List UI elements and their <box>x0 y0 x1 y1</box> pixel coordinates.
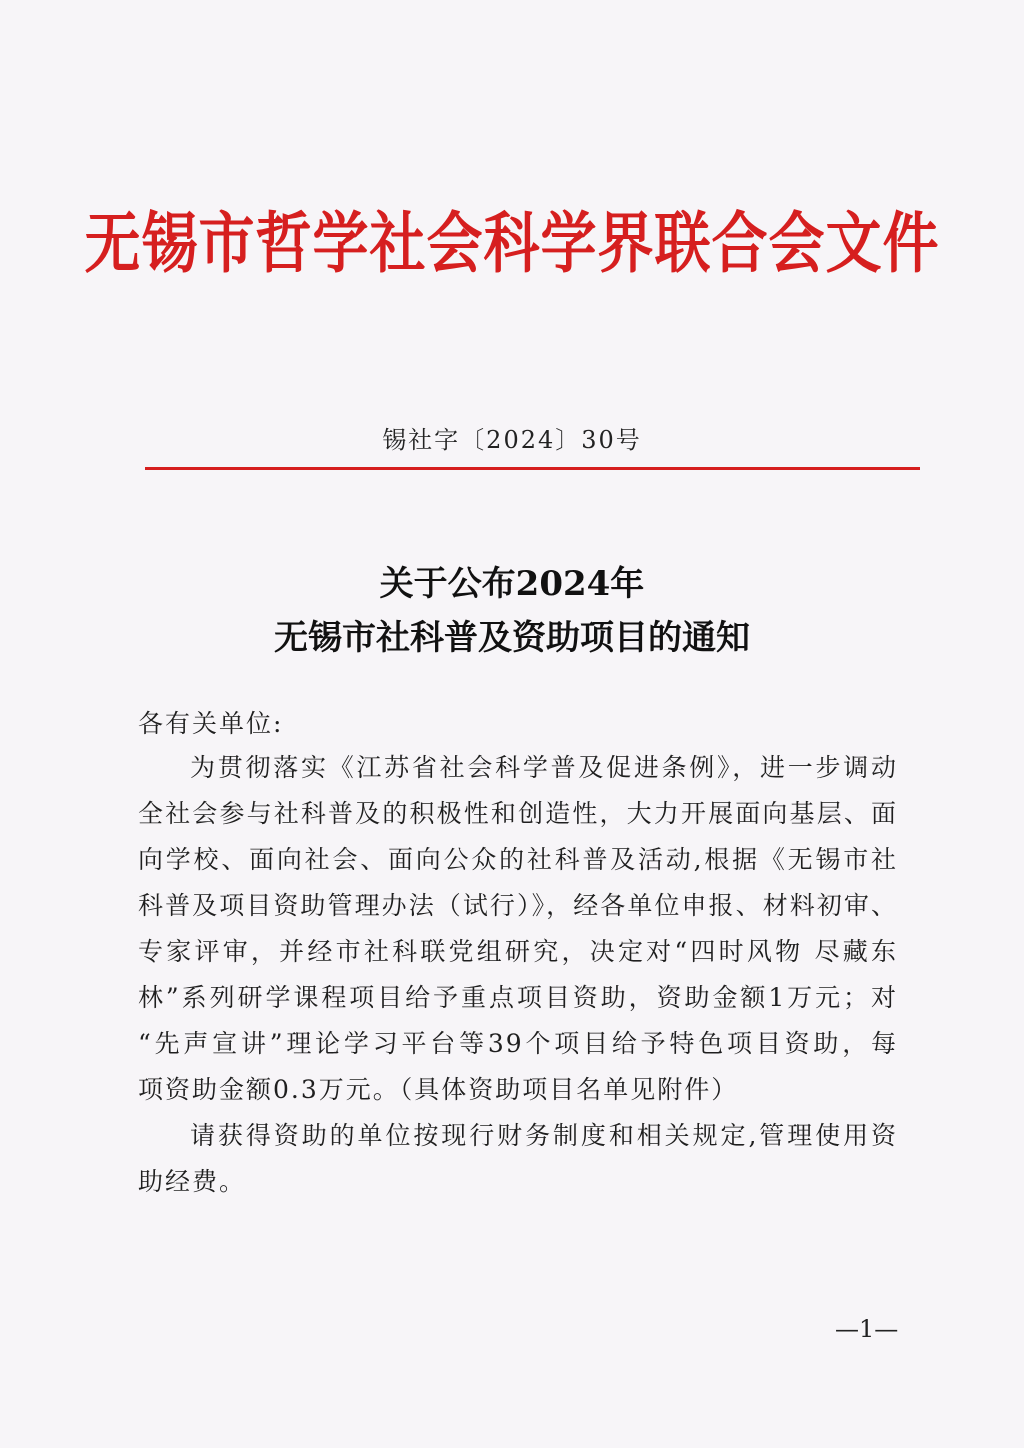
paragraph-line: 助经费。 <box>138 1167 247 1196</box>
document-number: 锡社字〔2024〕30号 <box>382 426 642 454</box>
issuing-org-title: 无锡市哲学社会科学界联合会文件 <box>84 206 940 283</box>
paragraph-line: 请获得资助的单位按现行财务制度和相关规定,管理使用资 <box>190 1121 898 1150</box>
salutation: 各有关单位: <box>138 709 284 738</box>
paragraph-line: 林”系列研学课程项目给予重点项目资助，资助金额1万元；对 <box>138 983 898 1012</box>
page-number: —1— <box>835 1315 899 1343</box>
paragraph-line: 向学校、面向社会、面向公众的社科普及活动,根据《无锡市社 <box>138 845 898 874</box>
paragraph-line: 为贯彻落实《江苏省社会科学普及促进条例》，进一步调动 <box>190 753 898 782</box>
paragraph-line: 科普及项目资助管理办法（试行）》，经各单位申报、材料初审、 <box>138 891 898 920</box>
paragraph-line: “先声宣讲”理论学习平台等39个项目给予特色项目资助，每 <box>138 1029 898 1058</box>
paragraph-line: 专家评审，并经市社科联党组研究，决定对“四时风物 尽藏东 <box>138 937 898 966</box>
paragraph-line: 全社会参与社科普及的积极性和创造性，大力开展面向基层、面 <box>138 799 898 828</box>
red-divider-line <box>145 467 920 470</box>
notice-title-line-1: 关于公布2024年 <box>379 564 645 604</box>
paragraph-line: 项资助金额0.3万元。（具体资助项目名单见附件） <box>138 1075 739 1104</box>
notice-title-line-2: 无锡市社科普及资助项目的通知 <box>274 618 750 658</box>
